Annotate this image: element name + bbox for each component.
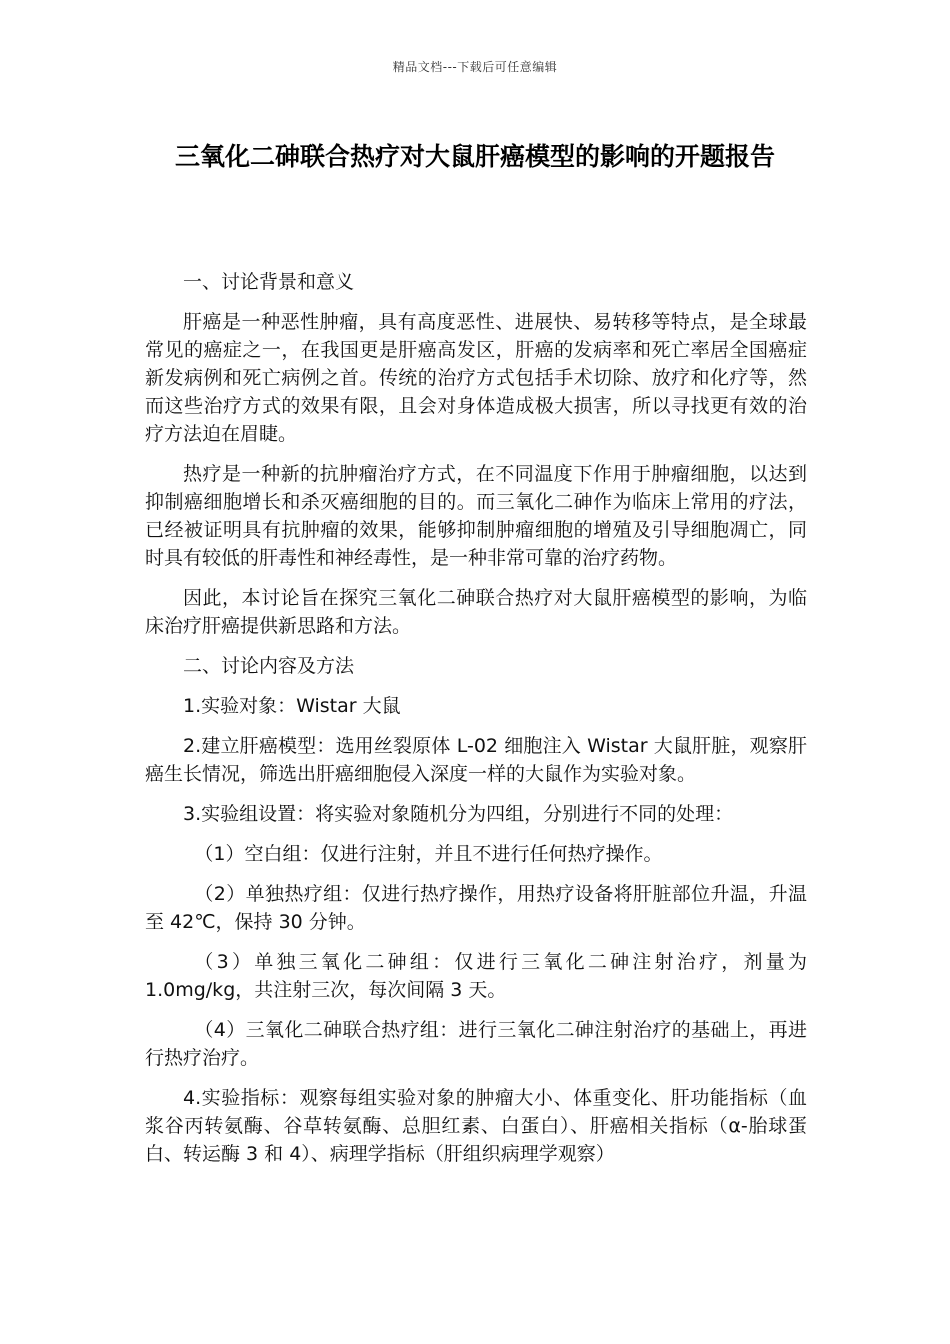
paragraph-liver-cancer-intro: 肝癌是一种恶性肿瘤，具有高度恶性、进展快、易转移等特点，是全球最常见的癌症之一，在我国更是肝癌高发区，肝癌的发病率和死亡率居全国癌症新发病例和死亡病例之首。传统的治疗方式包括手术切除、放疗和化疗等，然而这些治疗方式的效果有限，且会对身体造成极大损害，所以寻找更有效的治疗方法迫在眉睫。 (145, 311, 807, 445)
section-heading-methods: 二、讨论内容及方法 (183, 655, 355, 677)
paragraph-subjects: 1.实验对象：Wistar 大鼠 (183, 695, 401, 717)
paragraph-group-heat: （2）单独热疗组：仅进行热疗操作，用热疗设备将肝脏部位升温，升温至 42℃，保持 30 分钟。 (145, 883, 807, 933)
section-heading-background: 一、讨论背景和意义 (183, 271, 355, 293)
paragraph-group-blank: （1）空白组：仅进行注射，并且不进行任何热疗操作。 (194, 843, 663, 865)
paragraph-group-arsenic: （3）单独三氧化二砷组：仅进行三氧化二砷注射治疗，剂量为 1.0mg/kg，共注射三次，每次间隔 3 天。 (145, 951, 807, 1001)
paragraph-groups: 3.实验组设置：将实验对象随机分为四组，分别进行不同的处理： (183, 803, 734, 825)
document-title: 三氧化二砷联合热疗对大鼠肝癌模型的影响的开题报告 (174, 142, 775, 171)
page-header-note: 精品文档---下载后可任意编辑 (392, 60, 558, 74)
paragraph-group-combined: （4）三氧化二砷联合热疗组：进行三氧化二砷注射治疗的基础上，再进行热疗治疗。 (145, 1019, 807, 1069)
paragraph-model: 2.建立肝癌模型：选用丝裂原体 L-02 细胞注入 Wistar 大鼠肝脏，观察肝癌生长情况，筛选出肝癌细胞侵入深度一样的大鼠作为实验对象。 (145, 735, 807, 785)
paragraph-indicators: 4.实验指标：观察每组实验对象的肿瘤大小、体重变化、肝功能指标（血浆谷丙转氨酶、谷草转氨酶、总胆红素、白蛋白）、肝癌相关指标（α-胎球蛋白、转运酶 3 和 4）、病理学指标（肝组织病理学观察） (145, 1087, 807, 1165)
document-body (145, 268, 807, 1180)
paragraph-study-aim: 因此，本讨论旨在探究三氧化二砷联合热疗对大鼠肝癌模型的影响，为临床治疗肝癌提供新思路和方法。 (145, 587, 807, 637)
paragraph-hyperthermia: 热疗是一种新的抗肿瘤治疗方式，在不同温度下作用于肿瘤细胞，以达到抑制癌细胞增长和杀灭癌细胞的目的。而三氧化二砷作为临床上常用的疗法，已经被证明具有抗肿瘤的效果，能够抑制肿瘤细胞的增殖及引导细胞凋亡，同时具有较低的肝毒性和神经毒性，是一种非常可靠的治疗药物。 (145, 463, 807, 569)
